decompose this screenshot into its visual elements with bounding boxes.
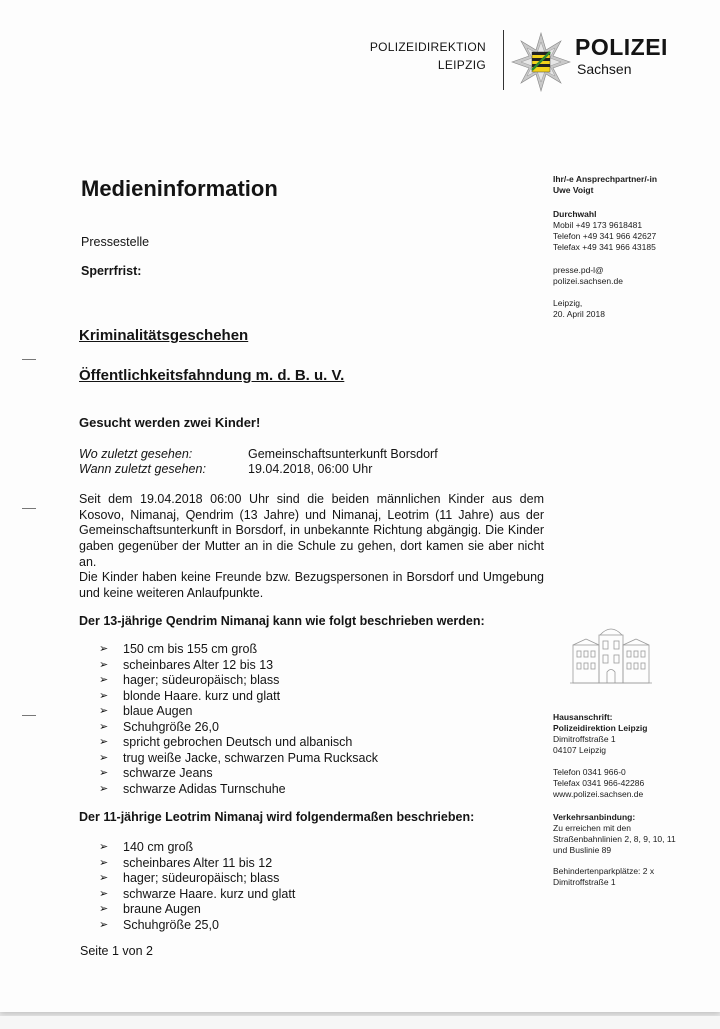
arrow-bullet-icon: ➢ [99, 841, 109, 853]
parking-line1: Behindertenparkplätze: 2 x [553, 866, 655, 876]
arrow-bullet-icon: ➢ [99, 658, 109, 671]
parking-line2: Dimitroffstraße 1 [553, 877, 616, 887]
brand-name: POLIZEI [575, 34, 668, 60]
transport-line3: und Buslinie 89 [553, 845, 612, 855]
direktion-line2: LEIPZIG [437, 58, 486, 72]
when-seen-value: 19.04.2018, 06:00 Uhr [248, 462, 373, 476]
arrow-bullet-icon: ➢ [99, 705, 109, 717]
arrow-bullet-icon: ➢ [99, 782, 109, 795]
description-list-1 [99, 642, 378, 797]
list-item: ➢ 150 cm bis 155 cm groß [99, 642, 258, 656]
heading-crime: Kriminalitätsgeschehen [79, 327, 249, 344]
arrow-bullet-icon: ➢ [99, 918, 109, 931]
saxony-police-star-icon [510, 31, 572, 93]
list-item: ➢ schwarze Adidas Turnschuhe [99, 781, 286, 796]
heading-public-search: Öffentlichkeitsfahndung m. d. B. u. V. [79, 367, 345, 384]
paragraph-contacts: Die Kinder haben keine Freunde bzw. Bezugspersonen in Borsdorf und Umgebung und keine weiteren Anlaufpunkte. [79, 570, 544, 600]
description-heading-1: Der 13-jährige Qendrim Nimanaj kann wie folgt beschrieben werden: [79, 614, 485, 628]
arrow-bullet-icon: ➢ [99, 751, 109, 764]
contact-fax: Telefax +49 341 966 43185 [553, 242, 656, 252]
address-city: 04107 Leipzig [553, 745, 606, 755]
brand-state: Sachsen [577, 61, 632, 77]
contact-name: Uwe Voigt [553, 185, 594, 195]
arrow-bullet-icon: ➢ [99, 736, 109, 748]
arrow-bullet-icon: ➢ [99, 903, 109, 915]
address-web: www.polizei.sachsen.de [553, 789, 644, 799]
transport-label: Verkehrsanbindung: [553, 812, 636, 822]
description-heading-2: Der 11-jährige Leotrim Nimanaj wird folgendermaßen beschrieben: [79, 810, 475, 824]
contact-web: polizei.sachsen.de [553, 276, 623, 286]
address-street: Dimitroffstraße 1 [553, 734, 616, 744]
list-item: ➢ 140 cm groß [99, 840, 194, 854]
list-item: ➢ Schuhgröße 26,0 [99, 719, 219, 734]
description-list-2 [99, 840, 295, 933]
arrow-bullet-icon: ➢ [99, 856, 109, 869]
list-item: ➢ hager; südeuropäisch; blass [99, 673, 280, 687]
direktion-name [366, 38, 486, 74]
list-item: ➢ trug weiße Jacke, schwarzen Puma Rucksack [99, 750, 378, 765]
list-item: ➢ schwarze Haare. kurz und glatt [99, 886, 296, 901]
header-divider [503, 30, 504, 90]
list-item: ➢ Schuhgröße 25,0 [99, 917, 219, 932]
embargo-label: Sperrfrist: [81, 264, 142, 278]
arrow-bullet-icon: ➢ [99, 767, 109, 779]
fold-mark [22, 715, 36, 716]
contact-mobile: Mobil +49 173 9618481 [553, 220, 643, 230]
building-icon [570, 625, 652, 685]
paragraph-main: Seit dem 19.04.2018 06:00 Uhr sind die beiden männlichen Kinder aus dem Kosovo, Nimanaj, Qendrim (13 Jahre) und Nimanaj, Leotrim (11 Jahre) aus der Gemeinschaftsunterkunft in Borsdorf, in unbekannte Richtung abgängig. Die Kinder gaben gegenüber der Mutter an in die Schule zu gehen, dort kamen sie aber nicht an. [79, 492, 544, 569]
address-phone: Telefon 0341 966-0 [553, 767, 626, 777]
page-number: Seite 1 von 2 [80, 944, 153, 958]
page-title: Medieninformation [81, 176, 278, 201]
list-item: ➢ schwarze Jeans [99, 766, 213, 780]
contact-phone: Telefon +49 341 966 42627 [553, 231, 657, 241]
heading-wanted: Gesucht werden zwei Kinder! [79, 415, 261, 430]
contact-email: presse.pd-l@ [553, 265, 604, 275]
transport-line1: Zu erreichen mit den [553, 823, 631, 833]
fold-mark [22, 508, 36, 509]
last-seen-value: Gemeinschaftsunterkunft Borsdorf [248, 447, 438, 461]
transport-line2: Straßenbahnlinien 2, 8, 9, 10, 11 [553, 834, 676, 844]
contact-label: Ihr/-e Ansprechpartner/-in [553, 174, 658, 184]
list-item: ➢ scheinbares Alter 12 bis 13 [99, 657, 274, 672]
next-page-edge [0, 1016, 720, 1029]
department: Pressestelle [81, 235, 150, 249]
list-item: ➢ hager; südeuropäisch; blass [99, 871, 280, 885]
list-item: ➢ braune Augen [99, 902, 201, 916]
arrow-bullet-icon: ➢ [99, 887, 109, 900]
fold-mark [22, 359, 36, 360]
arrow-bullet-icon: ➢ [99, 720, 109, 733]
arrow-bullet-icon: ➢ [99, 689, 109, 702]
arrow-bullet-icon: ➢ [99, 674, 109, 686]
list-item: ➢ blonde Haare. kurz und glatt [99, 688, 281, 703]
address-org: Polizeidirektion Leipzig [553, 723, 648, 733]
direktion-line1: POLIZEIDIREKTION [369, 40, 486, 54]
when-seen-label: Wann zuletzt gesehen: [79, 462, 206, 476]
contact-date: 20. April 2018 [553, 309, 605, 319]
arrow-bullet-icon: ➢ [99, 643, 109, 655]
list-item: ➢ blaue Augen [99, 704, 193, 718]
list-item: ➢ scheinbares Alter 11 bis 12 [99, 855, 273, 870]
address-label: Hausanschrift: [553, 712, 613, 722]
list-item: ➢ spricht gebrochen Deutsch und albanisch [99, 735, 353, 749]
contact-place: Leipzig, [553, 298, 583, 308]
last-seen-label: Wo zuletzt gesehen: [79, 447, 193, 461]
arrow-bullet-icon: ➢ [99, 872, 109, 884]
dial-label: Durchwahl [553, 209, 597, 219]
address-fax: Telefax 0341 966-42286 [553, 778, 645, 788]
